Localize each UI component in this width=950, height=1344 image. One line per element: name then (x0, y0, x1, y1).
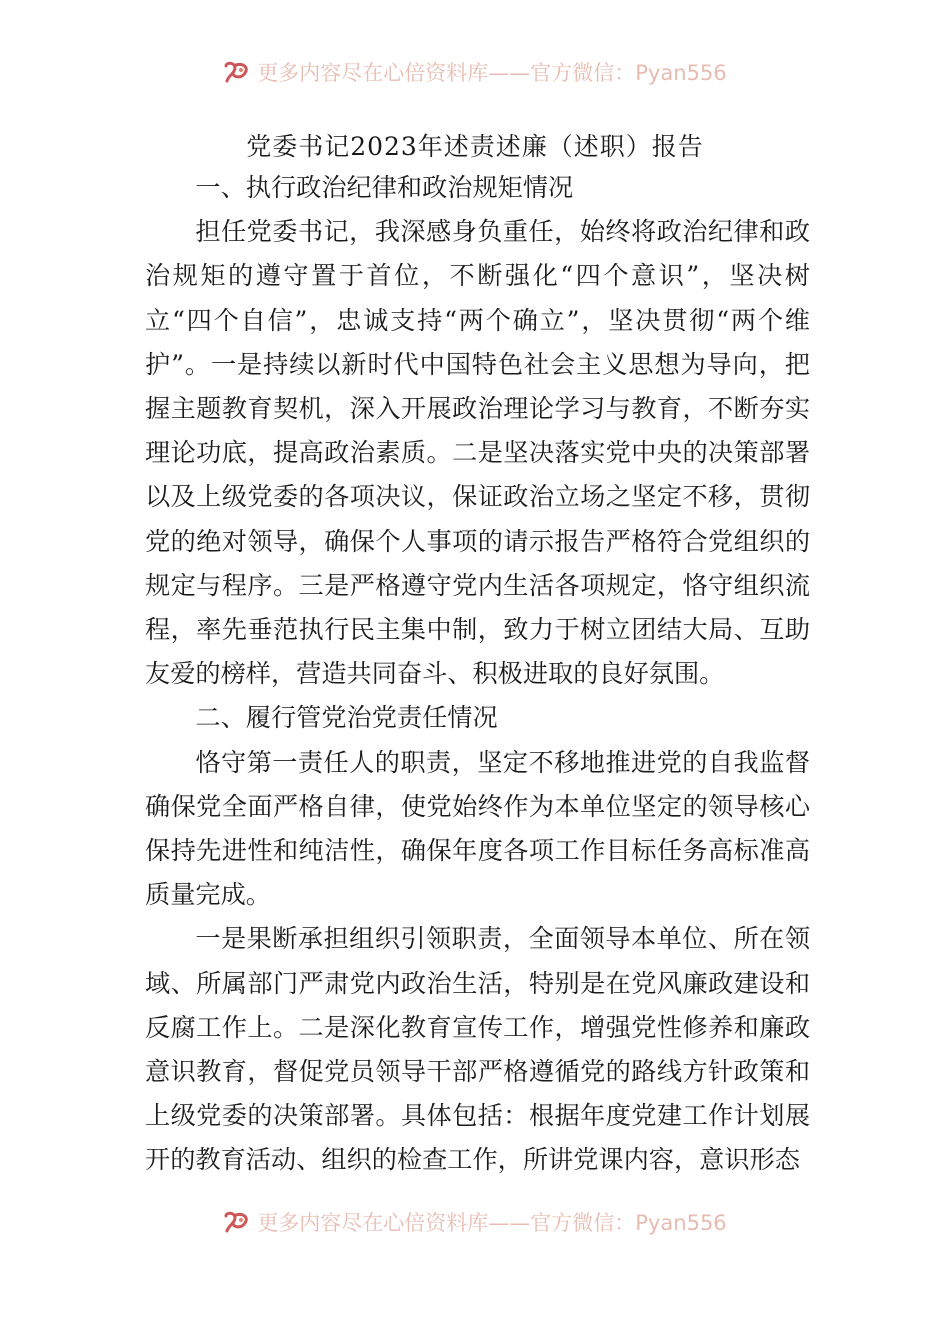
header-watermark (0, 52, 950, 92)
brand-logo-icon (223, 1210, 251, 1234)
document-title: 党委书记2023年述责述廉（述职）报告 (246, 132, 704, 161)
section-heading: 一、执行政治纪律和政治规矩情况 (195, 173, 574, 202)
section-heading: 二、履行管党治党责任情况 (195, 703, 498, 733)
watermark-text: 更多内容尽在心倍资料库——官方微信：Pyan556 (257, 1211, 727, 1235)
document-body (145, 166, 810, 1183)
watermark-text: 更多内容尽在心倍资料库——官方微信：Pyan556 (257, 61, 727, 85)
body-paragraph: 恪守第一责任人的职责，坚定不移地推进党的自我监督确保党全面严格自律，使党始终作为本单位坚定的领导核心保持先进性和纯洁性，确保年度各项工作目标任务高标准高质量完成。 (145, 747, 810, 910)
body-paragraph: 担任党委书记，我深感身负重任，始终将政治纪律和政治规矩的遵守置于首位，不断强化“四个意识”，坚决树立“四个自信”，忠诚支持“两个确立”，坚决贯彻“两个维护”。一是持续以新时代中国特色社会主义思想为导向，把握主题教育契机，深入开展政治理论学习与教育，不断夯实理论功底，提高政治素质。二是坚决落实党中央的决策部署以及上级党委的各项决议，保证政治立场之坚定不移，贯彻党的绝对领导，确保个人事项的请示报告严格符合党组织的规定与程序。三是严格遵守党内生活各项规定，恪守组织流程，率先垂范执行民主集中制，致力于树立团结大局、互助友爱的榜样，营造共同奋斗、积极进取的良好氛围。 (145, 217, 810, 689)
footer-watermark (0, 1202, 950, 1242)
brand-logo-icon (223, 60, 251, 84)
body-paragraph: 一是果断承担组织引领职责，全面领导本单位、所在领域、所属部门严肃党内政治生活，特别是在党风廉政建设和反腐工作上。二是深化教育宣传工作，增强党性修养和廉政意识教育，督促党员领导干部严格遵循党的路线方针政策和上级党委的决策部署。具体包括：根据年度党建工作计划展开的教育活动、组织的检查工作，所讲党课内容，意识形态 (145, 924, 810, 1175)
